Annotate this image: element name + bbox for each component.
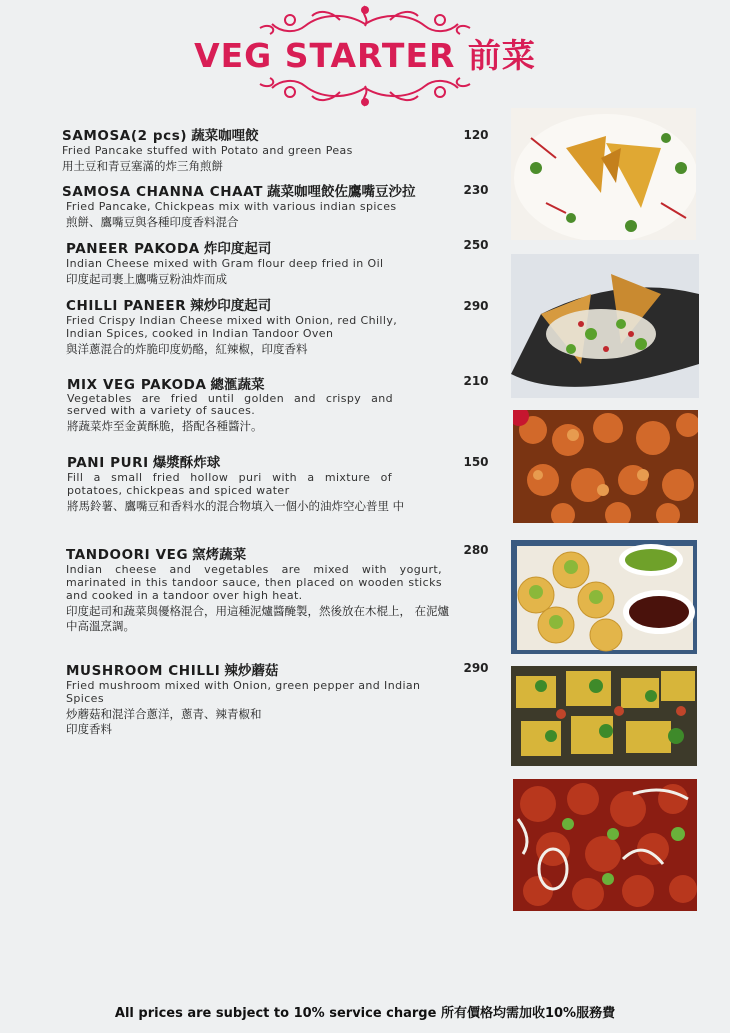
- tandoori-photo: [511, 666, 697, 766]
- service-charge-note: [0, 1002, 730, 1021]
- menu-item-samosa-channa-chaat: [62, 180, 457, 230]
- item-description: Indian cheese and vegetables are mixed with yogurt, marinated in this tandoor sauce, then placed on wooden sticks and cooked in a tandoor over high heat.: [66, 563, 442, 602]
- item-name-en: MIX VEG PAKODA: [67, 377, 207, 393]
- item-name-en: TANDOORI VEG: [66, 547, 189, 563]
- item-price: 120: [463, 128, 489, 142]
- item-name: [67, 451, 429, 471]
- menu-item-tandoori-veg: [66, 543, 452, 634]
- samosa-photo: [511, 108, 696, 240]
- menu-header: [0, 0, 730, 120]
- item-name: [67, 373, 393, 393]
- item-description-zh: 印度起司裹上鷹嘴豆粉油炸而成: [66, 272, 227, 286]
- samosa-chaat-photo: [511, 254, 699, 398]
- menu-item-mushroom-chilli: [66, 659, 426, 737]
- item-description-zh: 印度起司和蔬菜與優格混合，用這種泥爐醬醃製，然後放在木棍上， 在泥爐中高溫烹調。: [66, 604, 450, 633]
- footer-note-zh: 所有價格均需加收10%服務費: [440, 1006, 616, 1021]
- item-price: 230: [463, 183, 489, 197]
- item-name-zh: 辣炒蘑菇: [224, 663, 279, 679]
- ornament-bottom-icon: [250, 70, 480, 110]
- item-description-zh: 將蔬菜炸至金黃酥脆，搭配各種醬汁。: [67, 419, 263, 433]
- item-description-zh: 炒蘑菇和混洋合蔥洋，蔥青、辣青椒和印度香料: [66, 707, 262, 736]
- item-description: Indian Cheese mixed with Gram flour deep fried in Oil: [66, 257, 384, 270]
- item-description: Fried Pancake stuffed with Potato and green Peas: [62, 144, 353, 157]
- pakoda-photo: [513, 410, 698, 523]
- item-name-zh: 爆漿酥炸球: [152, 455, 221, 471]
- item-name-en: MUSHROOM CHILLI: [66, 663, 221, 679]
- item-name-en: PANEER PAKODA: [66, 241, 200, 257]
- item-price: 210: [463, 374, 489, 388]
- item-name-zh: 蔬菜咖哩餃: [191, 128, 259, 144]
- item-description: Vegetables are fried until golden and crispy and served with a variety of sauces.: [67, 392, 393, 417]
- item-name-en: SAMOSA CHANNA CHAAT: [62, 184, 264, 200]
- item-name-en: SAMOSA(2 pcs): [62, 128, 188, 144]
- item-name: [66, 659, 426, 679]
- item-name: [66, 237, 461, 257]
- item-name: [66, 543, 452, 563]
- item-name-zh: 炸印度起司: [203, 241, 272, 257]
- menu-item-mix-veg-pakoda: [67, 373, 393, 434]
- item-name-zh: 蔬菜咖哩餃佐鷹嘴豆沙拉: [267, 184, 416, 200]
- item-name-zh: 辣炒印度起司: [190, 298, 272, 314]
- menu-item-pani-puri: [67, 451, 429, 514]
- item-price: 250: [463, 238, 489, 252]
- item-name-en: PANI PURI: [67, 455, 149, 471]
- chilli-mushroom-photo: [513, 779, 697, 911]
- item-price: 150: [463, 455, 489, 469]
- footer-note-en: All prices are subject to 10% service charge: [114, 1006, 437, 1021]
- item-price: 290: [463, 661, 489, 675]
- item-description: Fried mushroom mixed with Onion, green pepper and Indian Spices: [66, 679, 421, 705]
- item-description: Fill a small fried hollow puri with a mixture of potatoes, chickpeas and spiced water: [67, 471, 392, 497]
- menu-item-paneer-pakoda: [66, 237, 461, 287]
- pani-puri-photo: [511, 540, 697, 654]
- menu-item-samosa: [62, 124, 457, 174]
- item-description-zh: 將馬鈴薯、鷹嘴豆和香料水的混合物填入一個小的油炸空心普里 中: [67, 499, 405, 513]
- menu-item-chilli-paneer: [66, 294, 411, 357]
- item-name-zh: 總滙蔬菜: [210, 377, 265, 393]
- item-name: [66, 294, 411, 314]
- item-description: Fried Pancake, Chickpeas mix with various indian spices: [66, 200, 397, 213]
- item-description-zh: 用土豆和青豆塞滿的炸三角煎餅: [62, 159, 223, 173]
- item-price: 290: [463, 299, 489, 313]
- page-title: VEG STARTER 前菜: [194, 36, 536, 75]
- item-description-zh: 煎餅、鷹嘴豆與各種印度香料混合: [66, 215, 239, 229]
- item-price: 280: [463, 543, 489, 557]
- item-description: Fried Crispy Indian Cheese mixed with Onion, red Chilly, Indian Spices, cooked in Indian Tandoor Oven: [66, 314, 398, 340]
- item-name-en: CHILLI PANEER: [66, 298, 187, 314]
- item-name: [62, 180, 457, 200]
- item-description-zh: 與洋蔥混合的炸脆印度奶酪，紅辣椒，印度香料: [66, 342, 308, 356]
- item-name-zh: 窯烤蔬菜: [192, 547, 247, 563]
- item-name: [62, 124, 457, 144]
